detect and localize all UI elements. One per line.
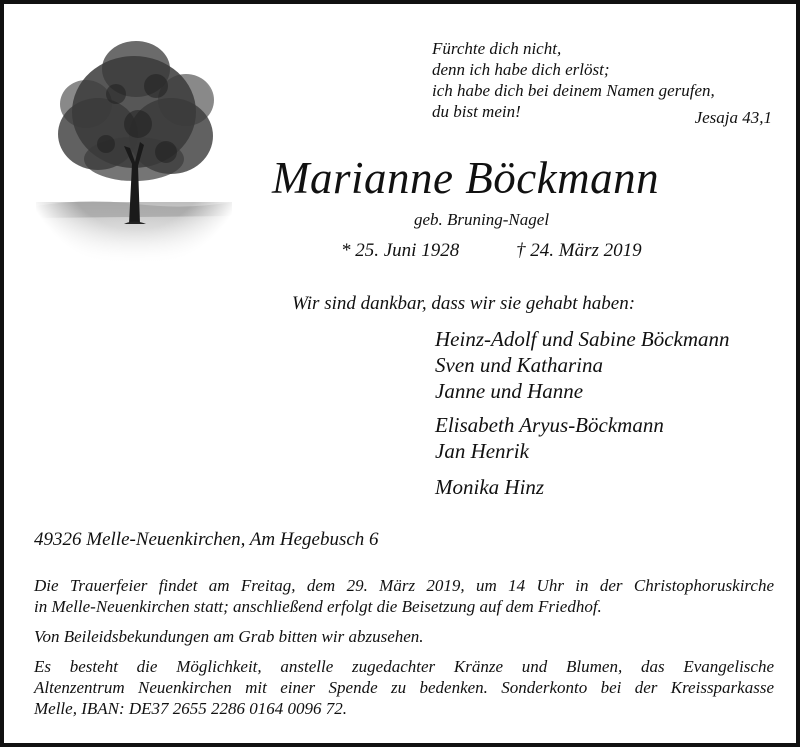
donation-text-line: Melle, IBAN: DE37 2655 2286 0164 0096 72.: [34, 699, 348, 718]
condolence-text: Von Beileidsbekundungen am Grab bitten wir abzusehen.: [34, 627, 424, 646]
family-group: [435, 326, 730, 404]
deceased-name: Marianne Böckmann: [272, 153, 660, 203]
verse-line: denn ich habe dich erlöst;: [432, 60, 610, 79]
thanks-line: Wir sind dankbar, dass wir sie gehabt haben:: [292, 293, 636, 314]
donation-text-line: Es besteht die Möglichkeit, anstelle zugedachter Kränze und Blumen, das Evangelische: [34, 657, 774, 676]
family-member: Janne und Hanne: [435, 379, 584, 403]
family-group: [435, 412, 664, 464]
donation-text-line: Altenzentrum Neuenkirchen mit einer Spende zu bedenken. Sonderkonto bei der Kreissparkasse: [34, 678, 774, 697]
family-member: Sven und Katharina: [435, 353, 603, 377]
birth-name: geb. Bruning-Nagel: [414, 210, 550, 229]
address: 49326 Melle-Neuenkirchen, Am Hegebusch 6: [34, 529, 379, 550]
funeral-text-line: Die Trauerfeier findet am Freitag, dem 29. März 2019, um 14 Uhr in der Christophoruskirche: [34, 576, 774, 595]
family-member: Monika Hinz: [435, 475, 545, 499]
verse-reference: Jesaja 43,1: [694, 108, 772, 127]
verse-line: ich habe dich bei deinem Namen gerufen,: [432, 81, 715, 100]
family-group: [435, 474, 544, 500]
verse-line: Fürchte dich nicht,: [432, 39, 562, 58]
birth-date: * 25. Juni 1928: [341, 240, 460, 261]
family-member: Elisabeth Aryus-Böckmann: [435, 413, 664, 437]
bible-verse: [432, 38, 715, 122]
funeral-text-line: in Melle-Neuenkirchen statt; anschließend erfolgt die Beisetzung auf dem Friedhof.: [34, 597, 602, 616]
family-member: Heinz-Adolf und Sabine Böckmann: [435, 327, 730, 351]
death-date: † 24. März 2019: [516, 240, 642, 261]
family-member: Jan Henrik: [435, 439, 529, 463]
tree-image: [26, 24, 244, 270]
verse-line: du bist mein!: [432, 102, 521, 121]
